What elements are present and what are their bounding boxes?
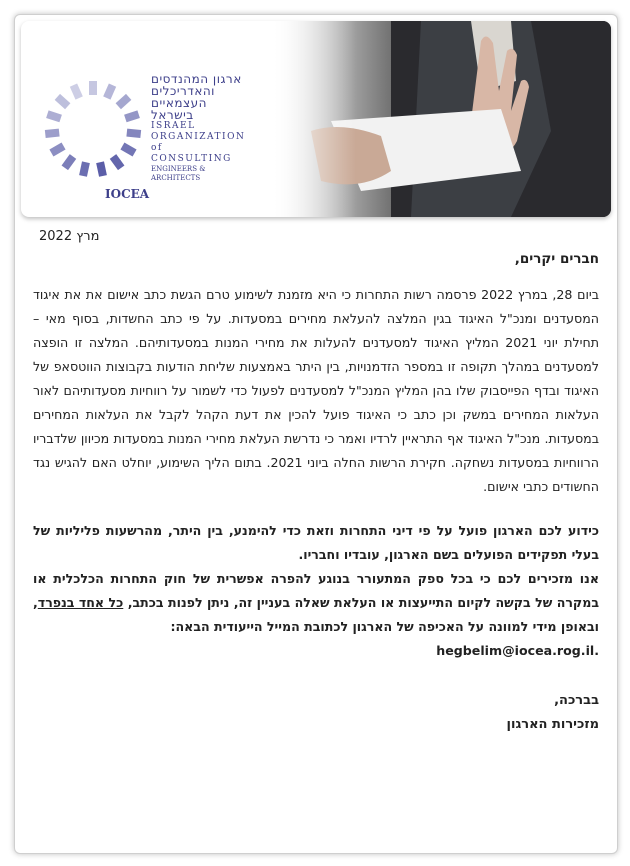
logo-ring-icon [43, 79, 143, 179]
logo-hebrew-line: בישראל [151, 108, 194, 122]
letter-notice-paragraph [33, 519, 599, 663]
iocea-logo [43, 71, 246, 201]
letter-header [21, 21, 611, 217]
logo-english-line: of CONSULTING [151, 143, 232, 164]
letter-greeting: חברים יקרים, [514, 251, 599, 267]
logo-hebrew-line: והאדריכלים [151, 84, 215, 98]
contact-email: hegbelim@iocea.rog.il. [436, 643, 599, 658]
letter-date: מרץ 2022 [39, 229, 100, 244]
logo-wordmark [151, 73, 247, 183]
logo-english-line: ISRAEL [151, 121, 196, 131]
letter-body [33, 241, 599, 737]
logo-english-line: ORGANIZATION [151, 132, 246, 142]
logo-hebrew-line: העצמאיים [151, 96, 207, 110]
notice-underlined-text: כל אחד בנפרד [37, 595, 124, 610]
logo-hebrew-line: ארגון המהנדסים [151, 72, 242, 86]
letter-signoff [33, 689, 599, 737]
logo-acronym: IOCEA [105, 187, 150, 201]
letter-closing: בברכה, [554, 693, 599, 708]
notice-text: אנו מזכירים לכם כי בכל ספק המתעורר בנוגע להפרה אפשרית של חוק התחרות הכלכלית או במקרה של בקשה לקיום התייעצות או העלאת שאלה בעניין זה, ניתן לפנות בכתב, [33, 571, 600, 610]
letter-signature: מזכירות הארגון [506, 717, 599, 732]
header-photo [271, 21, 611, 217]
hand-refusing-envelope-image [271, 21, 611, 217]
notice-text: , ובאופן מידי למוונה על האכיפה של הארגון לכתובת המייל הייעודית הבאה: [33, 595, 599, 634]
letter-frame [14, 14, 618, 854]
logo-english-small: ENGINEERS & ARCHITECTS [151, 165, 206, 182]
letter-paragraph: ביום 28, במרץ 2022 פרסמה רשות התחרות כי היא מזמנת לשימוע טרם הגשת כתב אישום את את איגוד המסעדנים ומנכ"ל האיגוד בגין המלצה להעלאת מחירים במסעדות. על פי כתב החשדות, בסוף מאי – תחילת יוני 2021 המליץ האיגוד למסעדנים להעלות את מחירי המנות במסעדותיהם. המלצה זו הופצה למסעדנים במהלך תקופה זו במספר הזדמנויות, בין היתר באמצעות שליחת הודעות בקבוצות הווטסאפ של האיגוד ובדף הפייסבוק שלו בהן המליץ המנכ"ל למסעדנים לפעול כדי לשמור על רווחיות מסעדותיהם לאור העלאות המחירים במשק וכן כתב כי האיגוד פועל להכין את דעת הקהל לקבל את העלאות המחירים במסעדות. מנכ"ל האיגוד אף התראיין לרדיו ואמר כי נדרשת העלאת מחירי המנות במסעדות מכיוון שלדבריו הרווחיות במסעדות נשחקה. חקירת הרשות החלה ביוני 2021. בתום הליך השימוע, יוחלט האם להגיש נגד החשודים כתבי אישום. [33, 287, 599, 494]
notice-text: כידוע לכם הארגון פועל על פי דיני התחרות וזאת כדי להימנע, בין היתר, מהרשעות פליליות של בעלי תפקידים הפועלים בשם הארגון, עובדיו וחבריו. [33, 523, 599, 562]
